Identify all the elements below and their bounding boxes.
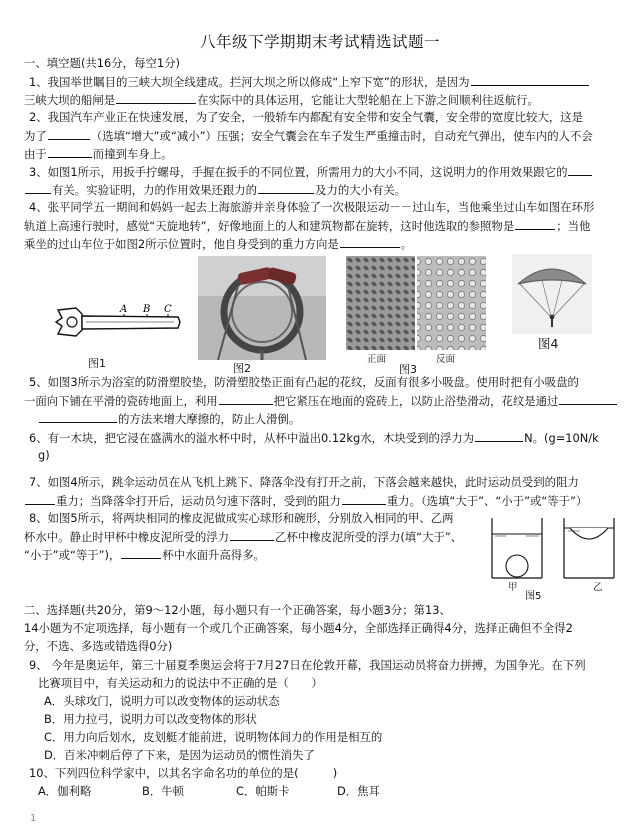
answer-blank[interactable] bbox=[25, 182, 51, 194]
q5-line1: 5、如图3所示为浴室的防滑塑胶垫，防滑塑胶垫正面有凸起的花纹，反面有很多小吸盘。使用时把有小吸盘的 bbox=[29, 375, 579, 389]
answer-blank[interactable] bbox=[116, 92, 196, 104]
beaker-jia bbox=[492, 518, 542, 578]
fig5-jia-label: 甲 bbox=[508, 582, 518, 593]
page-title: 八年级下学期期末考试精选试题一 bbox=[199, 33, 440, 51]
q9-option-b[interactable]: B．用力拉弓，说明力可以改变物体的形状 bbox=[44, 712, 257, 726]
q4-line2: 轨道上高速行驶时，感觉“天旋地转”，好像地面上的人和建筑物都在旋转，这时他选取的参照物是 ；当他 bbox=[24, 219, 591, 233]
section2-heading-line2: 14小题为不定项选择，每小题有一个或几个正确答案，每小题4分，全部选择正确得4分，选择正确但不全得2 bbox=[24, 621, 573, 635]
q6-line2: g) bbox=[38, 448, 50, 462]
answer-blank[interactable] bbox=[559, 393, 617, 405]
answer-blank[interactable] bbox=[568, 164, 592, 176]
roller-coaster-photo bbox=[198, 256, 326, 360]
answer-blank[interactable] bbox=[230, 529, 274, 541]
answer-blank[interactable] bbox=[475, 430, 523, 442]
q10-line1: 10、下列四位科学家中，以其名字命名功的单位的是( ) bbox=[29, 766, 338, 780]
q7-line1: 7、如图4所示，跳伞运动员在从飞机上跳下、降落伞没有打开之前，下落会越来越快，此时运动员受到的阻力 bbox=[29, 475, 579, 489]
fig3-caption: 图3 bbox=[399, 363, 417, 376]
q9-line1: 9、 今年是奥运年，第三十届夏季奥运会将于7月27日在伦敦开幕，我国运动员将奋力拼搏，为国争光。在下列 bbox=[29, 658, 586, 672]
section2-heading-line3: 分，不选、多选或错选得0分) bbox=[24, 639, 173, 653]
answer-blank[interactable] bbox=[39, 411, 117, 423]
q7-line2: 重力；当降落伞打开后，运动员匀速下落时，受到的阻力 重力。（选填“大于”、“小于”或“等于”） bbox=[24, 493, 587, 508]
q1-line1: 1、我国举世瞩目的三峡大坝全线建成。拦河大坝之所以修成“上窄下宽”的形状，是因为 bbox=[29, 74, 590, 89]
q3-line1: 3、如图1所示，用扳手拧螺母，手握在扳手的不同位置，所需用力的大小不同，这说明力的作用效果跟它的 bbox=[29, 164, 593, 179]
fig4-caption: 图4 bbox=[538, 336, 559, 351]
fig3-front-label: 正面 bbox=[367, 354, 387, 365]
fig1-label-c: C bbox=[164, 304, 172, 315]
q8-line1: 8、如图5所示，将两块相同的橡皮泥做成实心球形和碗形，分别放入相同的甲、乙两 bbox=[29, 511, 454, 525]
q10-option-a[interactable]: A．伽利略 bbox=[38, 784, 92, 798]
q3-line2: 有关。实验证明，力的作用效果还跟力的 及力的大小有关。 bbox=[24, 182, 406, 197]
q8-line2: 杯水中。静止时甲杯中橡皮泥所受的浮力 乙杯中橡皮泥所受的浮力(填“大于”、 bbox=[24, 530, 463, 544]
section1-heading: 一、填空题(共16分，每空1分) bbox=[24, 56, 180, 70]
q2-line3: 由于 而撞到车身上。 bbox=[24, 147, 173, 161]
page-number: 1 bbox=[30, 813, 37, 824]
q5-line3: 的方法来增大摩擦的，防止人滑倒。 bbox=[38, 411, 300, 426]
answer-blank[interactable] bbox=[48, 128, 90, 140]
fig5-yi-label: 乙 bbox=[593, 582, 603, 593]
answer-blank[interactable] bbox=[340, 236, 400, 248]
fig1-caption: 图1 bbox=[88, 357, 106, 370]
q2-line1: 2、我国汽车产业正在快速发展，为了安全，一般轿车内都配有安全带和安全气囊，安全带的宽度比较大，这是 bbox=[29, 110, 583, 124]
fig3-back-label: 反面 bbox=[436, 354, 456, 365]
q4-line3: 乘坐的过山车位于如图2所示位置时，他自身受到的重力方向是 。 bbox=[24, 237, 413, 251]
q9-line2: 比赛项目中，有关运动和力的说法中不正确的是（ ） bbox=[38, 676, 323, 690]
answer-blank[interactable] bbox=[219, 393, 273, 405]
parachute-photo bbox=[512, 254, 592, 334]
q9-option-d[interactable]: D．百米冲刺后停了下来，是因为运动员的惯性消失了 bbox=[44, 748, 315, 762]
q1-line2: 三峡大坝的船闸是 在实际中的具体运用，它能让大型轮船在上下游之间顺利往返航行。 bbox=[24, 93, 539, 107]
q10-option-b[interactable]: B．牛顿 bbox=[142, 784, 184, 798]
q8-line3: “小于”或“等于”)， 杯中水面升高得多。 bbox=[24, 548, 265, 562]
answer-blank[interactable] bbox=[48, 146, 92, 158]
answer-blank[interactable] bbox=[258, 182, 314, 194]
wrench-figure bbox=[52, 298, 184, 348]
answer-blank[interactable] bbox=[471, 74, 589, 86]
q6-line1: 6、有一木块，把它浸在盛满水的溢水杯中时，从杯中溢出0.12kg水，木块受到的浮力为 N。(g=10N/k bbox=[29, 431, 599, 445]
fig2-caption: 图2 bbox=[233, 362, 251, 375]
q9-option-c[interactable]: C．用力向后划水，皮划艇才能前进，说明物体间力的作用是相互的 bbox=[44, 730, 383, 744]
section2-heading-line1: 二、选择题(共20分，第9～12小题，每小题只有一个正确答案，每小题3分；第13、 bbox=[24, 603, 451, 617]
q9-option-a[interactable]: A．头球攻门，说明力可以改变物体的运动状态 bbox=[44, 694, 280, 708]
fig5-caption: 图5 bbox=[525, 591, 542, 602]
q4-line1: 4、张平同学五一期间和妈妈一起去上海旅游并亲身体验了一次极限运动－－过山车，当他乘坐过山车如图在环形 bbox=[29, 200, 595, 214]
fig1-label-a: A bbox=[120, 304, 128, 315]
answer-blank[interactable] bbox=[515, 218, 555, 230]
q5-line2: 一面向下铺在平滑的瓷砖地面上，利用 把它紧压在地面的瓷砖上，以防止浴垫滑动，花纹是通过 bbox=[24, 393, 618, 408]
beakers-figure bbox=[486, 514, 620, 586]
beaker-yi bbox=[564, 518, 614, 578]
q10-option-d[interactable]: D．焦耳 bbox=[337, 784, 380, 798]
answer-blank[interactable] bbox=[121, 547, 161, 559]
q10-option-c[interactable]: C．帕斯卡 bbox=[236, 784, 290, 798]
bath-mat-photo bbox=[346, 256, 486, 350]
fig1-label-b: B bbox=[143, 304, 151, 315]
answer-blank[interactable] bbox=[342, 493, 386, 505]
answer-blank[interactable] bbox=[25, 493, 55, 505]
q2-line2: 为了 （选填“增大”或“减小”）压强；安全气囊会在车子发生严重撞击时，自动充气弹出，使车内的人不会 bbox=[24, 129, 593, 143]
